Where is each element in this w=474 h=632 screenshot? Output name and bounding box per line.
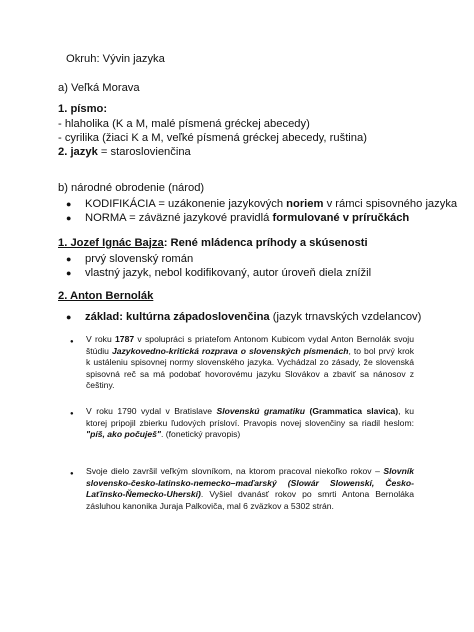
bullet-icon: ●	[66, 254, 72, 264]
hlaholika-line: - hlaholika (K a M, malé písmená gréckej abecedy)	[58, 118, 310, 130]
bullet-icon: ●	[70, 411, 74, 417]
bullet-icon: ●	[66, 268, 72, 278]
pismo-label: 1. písmo:	[58, 103, 108, 115]
paragraph-gramatika: V roku 1790 vydal v Bratislave Slovenskú gramatiku (Grammatica slavica), ku ktorej pripojil zbierku ľudových prísloví. Pravopis novej slovenčiny sa riadil heslom: "píš, ako počuješ". (fonetický pravopis)	[86, 406, 414, 439]
bajza-item-2: vlastný jazyk, nebol kodifikovaný, autor úroveň diela znížil	[85, 267, 372, 279]
paragraph-rozprava: V roku 1787 v spolupráci s priateľom Antonom Kubicom vydal Anton Bernolák svoju štúdiu Jazykovedno-kritická rozprava o slovenských písmenách, to bol prvý krok k ustáleniu spisovnej normy slovenského jazyka. Vychádzal zo zásady, že slovenská spisovná reč sa má podobať hovorovému jazyku Slovákov a zbaviť sa nánosov z češtiny.	[86, 334, 415, 390]
document-title: Okruh: Vývin jazyka	[66, 53, 165, 65]
section-b-heading: b) národné obrodenie (národ)	[58, 182, 205, 194]
bullet-icon: ●	[66, 199, 72, 209]
jazyk-line: 2. jazyk = staroslovienčina	[58, 146, 191, 158]
kodifikacia-item: KODIFIKÁCIA = uzákonenie jazykových noriem v rámci spisovného jazyka	[85, 198, 458, 210]
cyrilika-line: - cyrilika (žiaci K a M, veľké písmená gréckej abecedy, ruština)	[58, 132, 367, 144]
section-a-heading: a) Veľká Morava	[58, 82, 140, 94]
bullet-icon: ●	[66, 213, 72, 223]
zaklad-item: základ: kultúrna západoslovenčina (jazyk trnavských vzdelancov)	[85, 311, 422, 323]
norma-item: NORMA = záväzné jazykové pravidlá formulované v príručkách	[85, 212, 410, 224]
bernolak-heading: 2. Anton Bernolák	[58, 290, 154, 302]
paragraph-slovnik: Svoje dielo završil veľkým slovníkom, na ktorom pracoval niekoľko rokov – Slovník slovensko-česko-latinsko-nemecko–maďarský (Slowár Slowenskí, Česko-Laťinsko-Ňemecko-Uherskí). Vyšiel dvanásť rokov po smrti Antona Bernoláka zásluhou kanonika Juraja Palkoviča, mal 6 zväzkov a 5302 strán.	[86, 466, 414, 511]
bajza-heading: 1. Jozef Ignác Bajza: René mládenca príhody a skúsenosti	[58, 237, 368, 249]
bajza-item-1: prvý slovenský román	[85, 253, 194, 265]
bullet-icon: ●	[70, 339, 74, 345]
bullet-icon: ●	[70, 471, 74, 477]
bullet-icon: ●	[66, 312, 72, 322]
